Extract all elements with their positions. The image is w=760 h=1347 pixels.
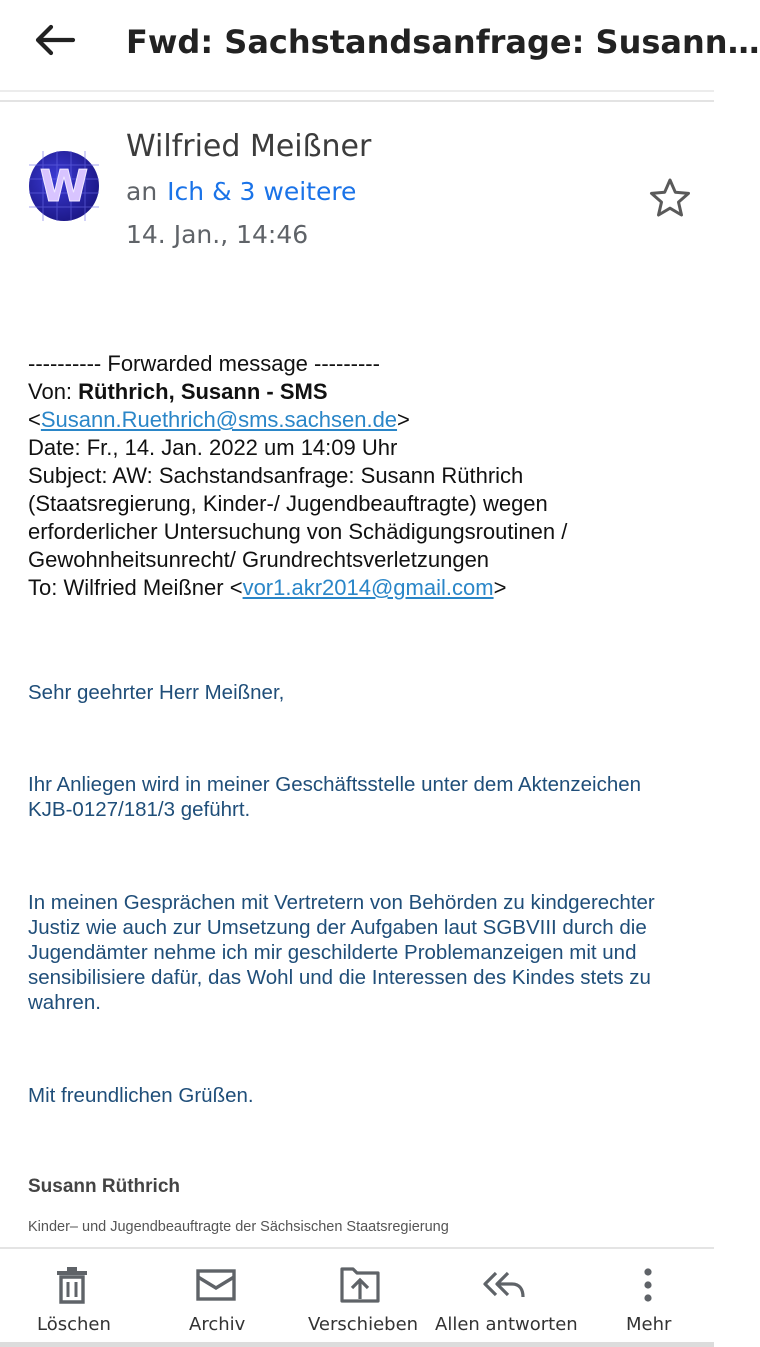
signature-title: Kinder– und Jugendbeauftragte der Sächsischen Staatsregierung	[28, 1219, 449, 1235]
forward-from-email	[28, 406, 668, 434]
top-bar	[0, 0, 760, 90]
archive-icon	[194, 1265, 238, 1305]
trash-icon	[50, 1265, 94, 1305]
star-outline-icon	[648, 176, 692, 220]
bracket: >	[493, 575, 507, 600]
forward-date: Date: Fr., 14. Jan. 2022 um 14:09 Uhr	[28, 435, 398, 460]
avatar-letter: W	[39, 161, 89, 212]
divider	[0, 90, 714, 92]
forward-separator: ---------- Forwarded message ---------	[28, 351, 380, 376]
star-button[interactable]	[648, 176, 692, 220]
forwarded-header	[28, 350, 668, 602]
delete-label: Löschen	[37, 1314, 111, 1335]
to-email-link[interactable]: vor1.akr2014@gmail.com	[242, 575, 494, 600]
reply-all-label: Allen antworten	[435, 1314, 578, 1335]
more-vert-icon	[626, 1265, 670, 1305]
forward-to	[28, 574, 668, 602]
body-paragraph: Ihr Anliegen wird in meiner Geschäftsstelle unter dem Aktenzeichen KJB-0127/181/3 geführt.	[28, 773, 642, 821]
forward-subject: Subject: AW: Sachstandsanfrage: Susann Rüthrich (Staatsregierung, Kinder-/ Jugendbeauftragte) wegen erforderlicher Untersuchung von Schädigungsroutinen / Gewohnheitsunrecht/ Grundrechtsverletzungen	[28, 463, 568, 572]
archive-button[interactable]	[166, 1249, 266, 1347]
signature-name: Susann Rüthrich	[28, 1176, 181, 1197]
arrow-left-icon	[33, 23, 77, 57]
greeting: Sehr geehrter Herr Meißner,	[28, 681, 285, 704]
sender-name[interactable]: Wilfried Meißner	[126, 129, 372, 164]
bottom-toolbar	[0, 1247, 714, 1347]
move-label: Verschieben	[308, 1314, 419, 1335]
archive-label: Archiv	[189, 1314, 246, 1335]
bracket: >	[397, 407, 410, 432]
recipients	[126, 175, 356, 209]
back-button[interactable]	[26, 14, 84, 66]
move-button[interactable]	[300, 1249, 420, 1347]
reply-all-icon	[482, 1265, 526, 1305]
recipients-link[interactable]: Ich & 3 weitere	[167, 177, 357, 206]
more-label: Mehr	[626, 1314, 672, 1335]
from-email-link[interactable]: Susann.Ruethrich@sms.sachsen.de	[40, 407, 398, 432]
avatar[interactable]	[29, 151, 99, 221]
divider	[0, 100, 714, 102]
delete-button[interactable]	[22, 1249, 122, 1347]
to-label: To: Wilfried Meißner <	[28, 575, 243, 600]
more-button[interactable]	[610, 1249, 690, 1347]
from-name: Rüthrich, Susann - SMS	[78, 379, 328, 404]
from-label: Von:	[28, 379, 79, 404]
avatar-image	[29, 151, 99, 221]
closing: Mit freundlichen Grüßen.	[28, 1084, 254, 1107]
email-subject: Fwd: Sachstandsanfrage: Susann…	[126, 23, 760, 61]
recipients-prefix: an	[126, 177, 158, 206]
forward-from	[28, 378, 668, 406]
move-icon	[338, 1265, 382, 1305]
body-paragraph: In meinen Gesprächen mit Vertretern von Behörden zu kindgerechter Justiz wie auch zur Umsetzung der Aufgaben laut SGBVIII durch die Jugendämter nehme ich mir geschilderte Problemanzeigen mit und sensibilisiere dafür, das Wohl und die Interessen des Kindes stets zu wahren.	[28, 891, 655, 1014]
message-date: 14. Jan., 14:46	[126, 220, 309, 249]
bracket: <	[28, 407, 41, 432]
nav-bar-edge	[0, 1342, 714, 1347]
reply-all-button[interactable]	[432, 1249, 578, 1347]
